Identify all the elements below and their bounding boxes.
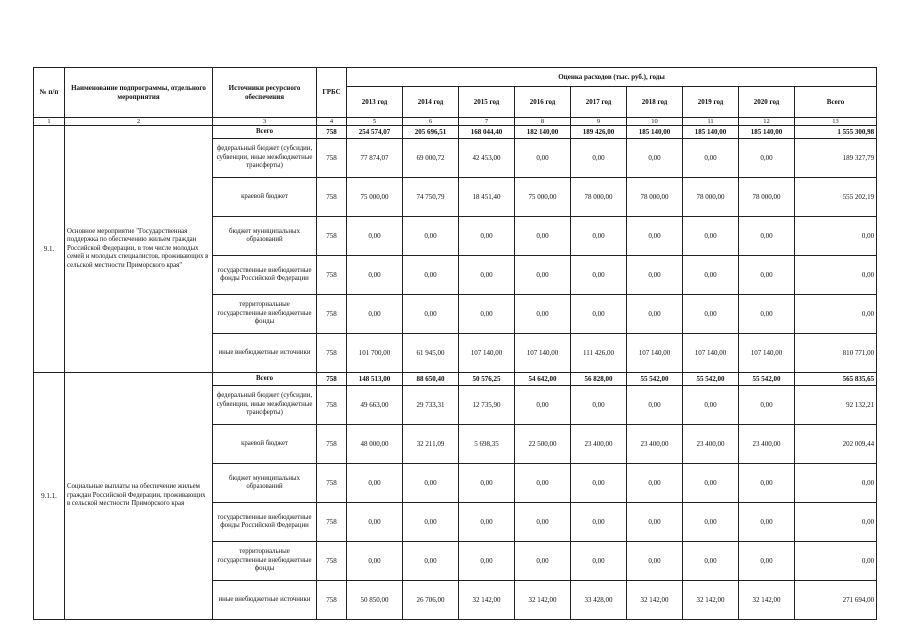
column-number-3: 3 (213, 118, 317, 126)
value-year-6: 23 400,00 (683, 425, 739, 464)
grbs-code: 758 (317, 334, 347, 373)
column-number-1: 1 (34, 118, 65, 126)
value-year-7: 78 000,00 (739, 178, 795, 217)
value-year-1: 0,00 (403, 503, 459, 542)
header-year-7: 2020 год (739, 87, 795, 118)
value-year-1: 29 733,31 (403, 386, 459, 425)
value-year-4: 189 426,00 (571, 126, 627, 139)
value-year-5: 0,00 (627, 464, 683, 503)
value-year-1: 61 945,00 (403, 334, 459, 373)
value-total: 565 835,65 (795, 373, 877, 386)
value-year-3: 0,00 (515, 217, 571, 256)
header-col-grbs: ГРБС (317, 68, 347, 118)
value-year-5: 0,00 (627, 139, 683, 178)
value-year-3: 0,00 (515, 542, 571, 581)
value-year-1: 88 650,40 (403, 373, 459, 386)
value-year-3: 182 140,00 (515, 126, 571, 139)
value-year-2: 107 140,00 (459, 334, 515, 373)
grbs-code: 758 (317, 178, 347, 217)
value-year-6: 0,00 (683, 386, 739, 425)
value-year-6: 0,00 (683, 139, 739, 178)
value-year-0: 0,00 (347, 217, 403, 256)
column-number-8: 8 (515, 118, 571, 126)
funding-source: бюджет муниципальных образований (213, 464, 317, 503)
column-number-9: 9 (571, 118, 627, 126)
header-year-8: Всего (795, 87, 877, 118)
value-year-0: 148 513,00 (347, 373, 403, 386)
column-number-11: 11 (683, 118, 739, 126)
funding-source: государственные внебюджетные фонды Российской Федерации (213, 256, 317, 295)
value-year-5: 0,00 (627, 503, 683, 542)
value-total: 810 771,00 (795, 334, 877, 373)
value-total: 555 202,19 (795, 178, 877, 217)
value-year-4: 23 400,00 (571, 425, 627, 464)
value-year-0: 48 000,00 (347, 425, 403, 464)
funding-source: государственные внебюджетные фонды Российской Федерации (213, 503, 317, 542)
value-year-3: 0,00 (515, 139, 571, 178)
value-year-1: 0,00 (403, 295, 459, 334)
grbs-code: 758 (317, 126, 347, 139)
funding-source: федеральный бюджет (субсидии, субвенции, иные межбюджетные трансферты) (213, 386, 317, 425)
value-year-0: 0,00 (347, 295, 403, 334)
value-year-0: 50 850,00 (347, 581, 403, 620)
value-year-6: 32 142,00 (683, 581, 739, 620)
value-year-3: 0,00 (515, 503, 571, 542)
value-year-6: 0,00 (683, 256, 739, 295)
value-year-1: 0,00 (403, 464, 459, 503)
value-total: 0,00 (795, 256, 877, 295)
value-year-7: 55 542,00 (739, 373, 795, 386)
value-year-1: 74 750,79 (403, 178, 459, 217)
value-year-4: 56 828,00 (571, 373, 627, 386)
value-year-7: 0,00 (739, 464, 795, 503)
grbs-code: 758 (317, 503, 347, 542)
value-year-7: 107 140,00 (739, 334, 795, 373)
header-year-6: 2019 год (683, 87, 739, 118)
grbs-code: 758 (317, 373, 347, 386)
value-year-7: 0,00 (739, 386, 795, 425)
value-year-1: 32 211,09 (403, 425, 459, 464)
grbs-code: 758 (317, 425, 347, 464)
value-year-5: 0,00 (627, 386, 683, 425)
grbs-code: 758 (317, 386, 347, 425)
column-number-12: 12 (739, 118, 795, 126)
value-year-4: 78 000,00 (571, 178, 627, 217)
value-year-7: 0,00 (739, 217, 795, 256)
value-year-4: 0,00 (571, 256, 627, 295)
value-year-7: 185 140,00 (739, 126, 795, 139)
value-year-4: 0,00 (571, 503, 627, 542)
value-year-0: 101 700,00 (347, 334, 403, 373)
value-year-1: 205 696,51 (403, 126, 459, 139)
value-year-4: 0,00 (571, 542, 627, 581)
value-total: 1 555 300,98 (795, 126, 877, 139)
value-total: 271 694,00 (795, 581, 877, 620)
value-year-7: 0,00 (739, 503, 795, 542)
value-year-5: 107 140,00 (627, 334, 683, 373)
value-total: 0,00 (795, 503, 877, 542)
value-year-5: 0,00 (627, 256, 683, 295)
value-year-3: 75 000,00 (515, 178, 571, 217)
value-year-1: 26 706,00 (403, 581, 459, 620)
table-row (34, 126, 877, 139)
value-year-3: 0,00 (515, 256, 571, 295)
grbs-code: 758 (317, 256, 347, 295)
grbs-code: 758 (317, 217, 347, 256)
value-year-6: 0,00 (683, 542, 739, 581)
value-total: 189 327,79 (795, 139, 877, 178)
value-year-5: 0,00 (627, 217, 683, 256)
value-year-2: 42 453,00 (459, 139, 515, 178)
value-year-6: 0,00 (683, 295, 739, 334)
value-year-3: 22 500,00 (515, 425, 571, 464)
value-year-3: 107 140,00 (515, 334, 571, 373)
column-number-10: 10 (627, 118, 683, 126)
value-year-2: 0,00 (459, 217, 515, 256)
value-year-5: 78 000,00 (627, 178, 683, 217)
value-year-5: 55 542,00 (627, 373, 683, 386)
value-year-1: 0,00 (403, 542, 459, 581)
table-body (34, 126, 877, 620)
value-year-0: 49 663,00 (347, 386, 403, 425)
column-number-5: 5 (347, 118, 403, 126)
funding-source: Всего (213, 373, 317, 386)
header-year-1: 2014 год (403, 87, 459, 118)
column-number-2: 2 (65, 118, 213, 126)
value-total: 0,00 (795, 217, 877, 256)
value-year-7: 0,00 (739, 542, 795, 581)
column-numbers-row (34, 118, 877, 126)
value-year-3: 0,00 (515, 386, 571, 425)
value-year-2: 32 142,00 (459, 581, 515, 620)
value-year-2: 12 735,90 (459, 386, 515, 425)
value-year-5: 23 400,00 (627, 425, 683, 464)
value-year-4: 0,00 (571, 464, 627, 503)
column-number-13: 13 (795, 118, 877, 126)
value-year-4: 0,00 (571, 386, 627, 425)
funding-source: краевой бюджет (213, 178, 317, 217)
value-year-2: 0,00 (459, 464, 515, 503)
value-year-2: 0,00 (459, 256, 515, 295)
header-year-0: 2013 год (347, 87, 403, 118)
value-year-0: 75 000,00 (347, 178, 403, 217)
column-number-4: 4 (317, 118, 347, 126)
section-name: Социальные выплаты на обеспечение жильем граждан Российской Федерации, проживающих в сельской местности Приморского края (65, 373, 213, 620)
header-col-number: № п/п (34, 68, 65, 118)
header-year-5: 2018 год (627, 87, 683, 118)
column-number-7: 7 (459, 118, 515, 126)
header-col-estimate: Оценка расходов (тыс. руб.), годы (347, 68, 877, 87)
value-year-6: 0,00 (683, 217, 739, 256)
value-year-4: 0,00 (571, 295, 627, 334)
value-total: 0,00 (795, 464, 877, 503)
value-year-2: 168 044,40 (459, 126, 515, 139)
value-year-1: 0,00 (403, 256, 459, 295)
section-code: 9.1.1. (34, 373, 65, 620)
value-total: 0,00 (795, 542, 877, 581)
funding-source: федеральный бюджет (субсидии, субвенции, иные межбюджетные трансферты) (213, 139, 317, 178)
header-col-source: Источники ресурсного обеспечения (213, 68, 317, 118)
value-total: 92 132,21 (795, 386, 877, 425)
value-year-6: 0,00 (683, 503, 739, 542)
value-year-2: 0,00 (459, 503, 515, 542)
grbs-code: 758 (317, 139, 347, 178)
header-year-4: 2017 год (571, 87, 627, 118)
section-name: Основное мероприятие "Государственная поддержка по обеспечению жильем граждан Российской Федерации, в том числе молодых семей и молодых специалистов, проживающих в сельской местности Приморского края" (65, 126, 213, 373)
value-year-0: 0,00 (347, 542, 403, 581)
value-year-3: 0,00 (515, 464, 571, 503)
value-year-4: 111 426,00 (571, 334, 627, 373)
value-year-6: 0,00 (683, 464, 739, 503)
value-year-6: 55 542,00 (683, 373, 739, 386)
value-year-3: 32 142,00 (515, 581, 571, 620)
value-year-4: 0,00 (571, 217, 627, 256)
value-year-5: 0,00 (627, 542, 683, 581)
funding-source: Всего (213, 126, 317, 139)
value-year-0: 77 874,07 (347, 139, 403, 178)
funding-source: иные внебюджетные источники (213, 581, 317, 620)
grbs-code: 758 (317, 581, 347, 620)
value-year-3: 0,00 (515, 295, 571, 334)
funding-source: территориальные государственные внебюджетные фонды (213, 295, 317, 334)
header-year-2: 2015 год (459, 87, 515, 118)
value-year-2: 0,00 (459, 542, 515, 581)
grbs-code: 758 (317, 464, 347, 503)
value-year-4: 0,00 (571, 139, 627, 178)
value-year-7: 23 400,00 (739, 425, 795, 464)
value-year-1: 0,00 (403, 217, 459, 256)
column-number-6: 6 (403, 118, 459, 126)
value-year-2: 18 451,40 (459, 178, 515, 217)
funding-source: иные внебюджетные источники (213, 334, 317, 373)
value-year-7: 32 142,00 (739, 581, 795, 620)
section-code: 9.1. (34, 126, 65, 373)
table-row (34, 373, 877, 386)
value-year-6: 107 140,00 (683, 334, 739, 373)
header-col-name: Наименование подпрограммы, отдельного мероприятия (65, 68, 213, 118)
value-total: 202 009,44 (795, 425, 877, 464)
value-year-5: 0,00 (627, 295, 683, 334)
value-year-1: 69 000,72 (403, 139, 459, 178)
funding-source: краевой бюджет (213, 425, 317, 464)
value-year-0: 0,00 (347, 256, 403, 295)
value-year-6: 78 000,00 (683, 178, 739, 217)
value-year-6: 185 140,00 (683, 126, 739, 139)
grbs-code: 758 (317, 295, 347, 334)
value-year-7: 0,00 (739, 295, 795, 334)
value-year-0: 0,00 (347, 464, 403, 503)
value-year-2: 5 698,35 (459, 425, 515, 464)
value-year-0: 0,00 (347, 503, 403, 542)
value-year-4: 33 428,00 (571, 581, 627, 620)
value-year-7: 0,00 (739, 139, 795, 178)
grbs-code: 758 (317, 542, 347, 581)
value-year-3: 54 642,00 (515, 373, 571, 386)
header-year-3: 2016 год (515, 87, 571, 118)
value-year-0: 254 574,07 (347, 126, 403, 139)
value-total: 0,00 (795, 295, 877, 334)
funding-source: территориальные государственные внебюджетные фонды (213, 542, 317, 581)
budget-table (33, 67, 877, 620)
value-year-7: 0,00 (739, 256, 795, 295)
value-year-5: 32 142,00 (627, 581, 683, 620)
value-year-2: 0,00 (459, 295, 515, 334)
funding-source: бюджет муниципальных образований (213, 217, 317, 256)
value-year-5: 185 140,00 (627, 126, 683, 139)
value-year-2: 50 576,25 (459, 373, 515, 386)
